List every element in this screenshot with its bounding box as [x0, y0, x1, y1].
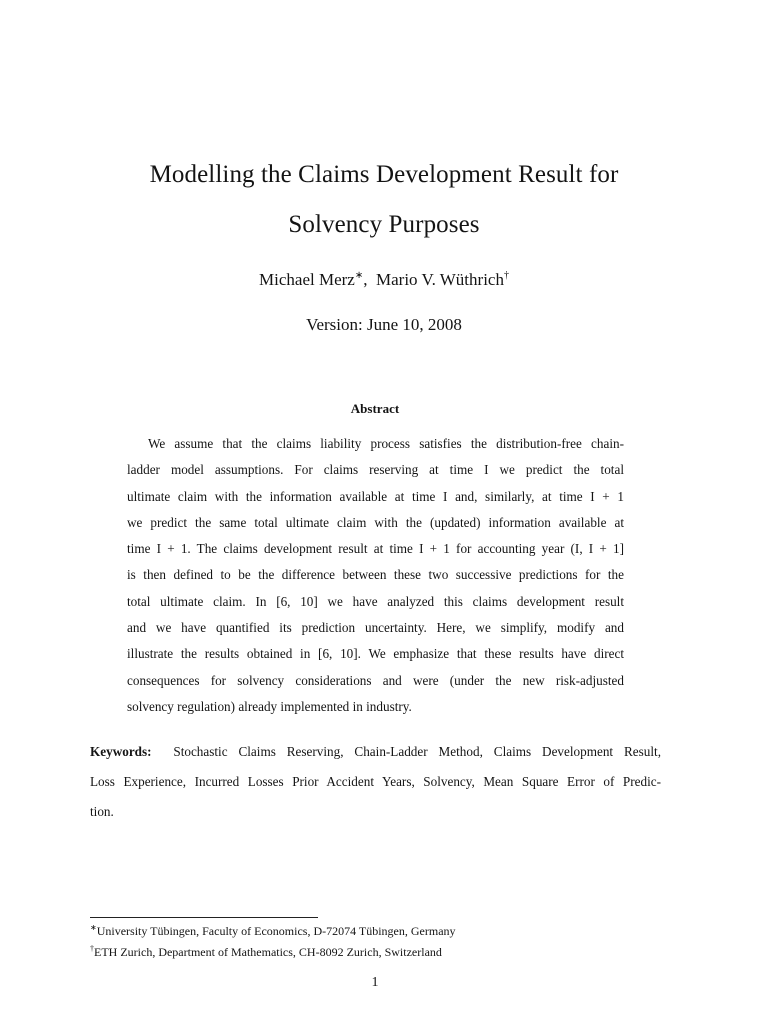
footnote-text: ETH Zurich, Department of Mathematics, CH-8092 Zurich, Switzerland — [94, 945, 442, 959]
abstract-line: is then defined to be the difference between these two successive predictions for the — [127, 567, 624, 583]
paper-title — [0, 150, 768, 250]
abstract-line: time I + 1. The claims development result at time I + 1 for accounting year (I, I + 1] — [127, 541, 624, 557]
version-date: Version: June 10, 2008 — [306, 315, 462, 334]
abstract-line: consequences for solvency considerations and were (under the new risk-adjusted — [127, 672, 624, 688]
footnote-affiliation — [90, 940, 690, 961]
keywords-line: Loss Experience, Incurred Losses Prior Accident Years, Solvency, Mean Square Error of Predic- — [90, 774, 661, 789]
abstract-line: we predict the same total ultimate claim with the (updated) information available at — [127, 514, 624, 530]
author-name: Michael Merz — [259, 270, 355, 289]
footnote-marker: ∗ — [90, 923, 97, 932]
footnote-marker: † — [503, 270, 509, 281]
footnotes — [90, 919, 690, 961]
abstract-heading: Abstract — [350, 401, 400, 416]
keywords-line — [90, 737, 661, 767]
author-separator: , — [363, 270, 372, 289]
footnote-marker: ∗ — [354, 270, 364, 281]
abstract-line: ultimate claim with the information available at time I and, similarly, at time I + 1 — [127, 488, 624, 504]
footnote-rule — [90, 917, 318, 918]
author-name: Mario V. Wüthrich — [376, 270, 504, 289]
abstract-line: illustrate the results obtained in [6, 10]. We emphasize that these results have direct — [127, 646, 624, 662]
keywords-label: Keywords: — [90, 744, 152, 759]
title-line-1: Modelling the Claims Development Result for — [149, 161, 619, 188]
footnote-text: University Tübingen, Faculty of Economics, D-72074 Tübingen, Germany — [96, 924, 456, 938]
abstract-line: ladder model assumptions. For claims reserving at time I we predict the total — [127, 462, 624, 478]
footnote-marker: † — [90, 944, 94, 953]
footnote-affiliation — [90, 919, 690, 940]
abstract-line: solvency regulation) already implemented in industry. — [127, 698, 412, 714]
abstract-line: and we have quantified its prediction uncertainty. Here, we simplify, modify and — [127, 620, 624, 636]
author-list — [0, 270, 768, 290]
keywords-line: tion. — [90, 804, 114, 819]
keywords-section — [90, 737, 661, 827]
abstract-body — [127, 431, 624, 720]
abstract-line: total ultimate claim. In [6, 10] we have analyzed this claims development result — [127, 593, 624, 609]
keywords-text: Stochastic Claims Reserving, Chain-Ladder Method, Claims Development Result, — [173, 744, 661, 759]
title-line-2: Solvency Purposes — [288, 211, 480, 238]
page-number: 1 — [371, 975, 379, 990]
abstract-line: We assume that the claims liability process satisfies the distribution-free chain- — [148, 436, 624, 451]
